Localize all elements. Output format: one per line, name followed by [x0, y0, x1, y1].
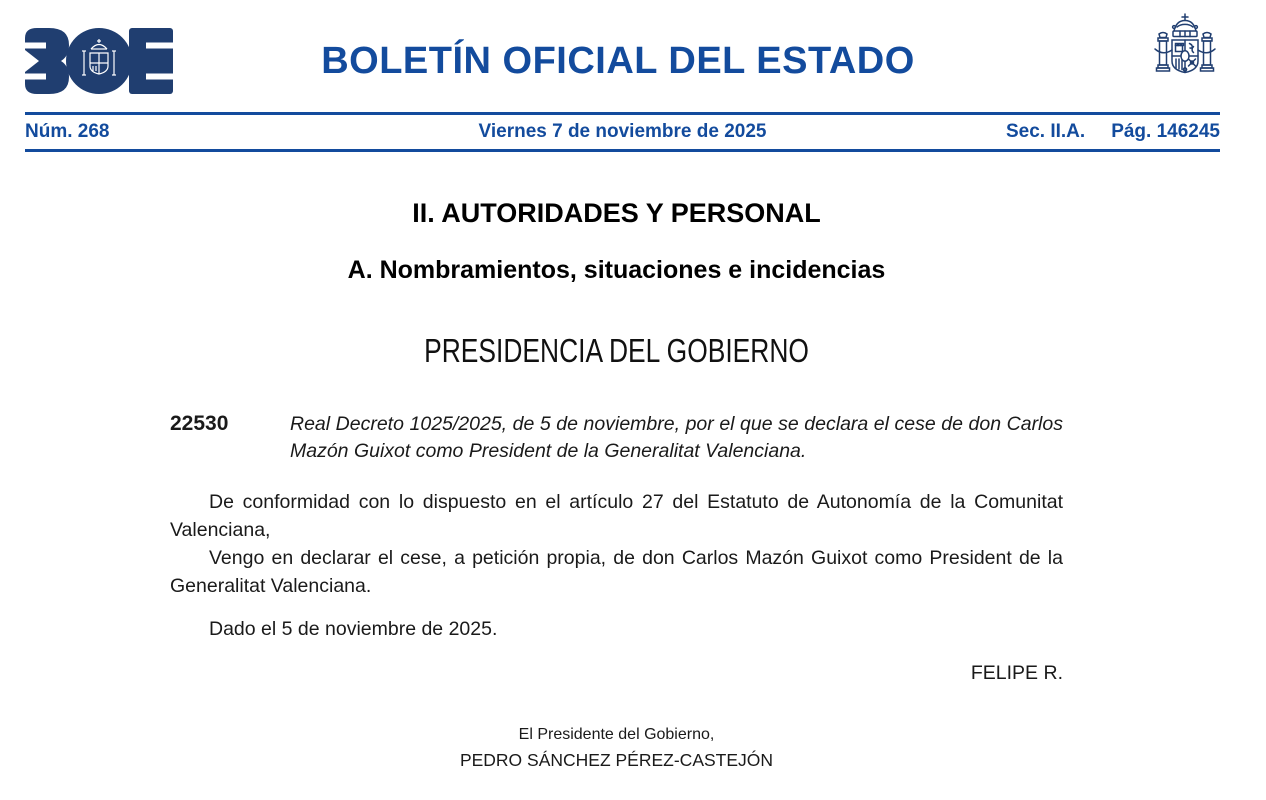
countersignature: [170, 724, 1063, 774]
countersign-name: PEDRO SÁNCHEZ PÉREZ-CASTEJÓN: [459, 750, 774, 770]
spanish-coat-of-arms-icon: [1152, 12, 1218, 99]
issue-date: Viernes 7 de noviembre de 2025: [478, 121, 767, 142]
decree-title: Real Decreto 1025/2025, de 5 de noviembre, por el que se declara el cese de don Carlos Mazón Guixot como President de la Generalitat Valenciana.: [290, 413, 1063, 462]
section-label: Sec. II.A.: [1005, 121, 1086, 142]
masthead-title: BOLETÍN OFICIAL DEL ESTADO: [321, 40, 915, 82]
decree-text: [170, 488, 1063, 600]
paragraph: Vengo en declarar el cese, a petición propia, de don Carlos Mazón Guixot como President de la Generalitat Valenciana.: [170, 547, 1063, 597]
dateline: Dado el 5 de noviembre de 2025.: [209, 618, 498, 640]
masthead: [0, 0, 1266, 112]
royal-signature: FELIPE R.: [970, 662, 1063, 684]
document-body: [170, 152, 1063, 774]
department-heading-text: PRESIDENCIA DEL GOBIERNO: [424, 332, 809, 369]
countersign-role: El Presidente del Gobierno,: [518, 726, 715, 743]
header-bar: [25, 112, 1220, 152]
department-heading: [170, 332, 1063, 370]
section-heading: II. AUTORIDADES Y PERSONAL: [412, 198, 821, 228]
page-number: Pág. 146245: [1111, 121, 1220, 142]
paragraph: De conformidad con lo dispuesto en el artículo 27 del Estatuto de Autonomía de la Comunitat Valenciana,: [170, 491, 1063, 541]
issue-number: Núm. 268: [25, 121, 110, 142]
decree-item: [170, 411, 1063, 465]
subsection-heading: A. Nombramientos, situaciones e incidencias: [347, 256, 886, 284]
decree-number: 22530: [170, 412, 229, 435]
